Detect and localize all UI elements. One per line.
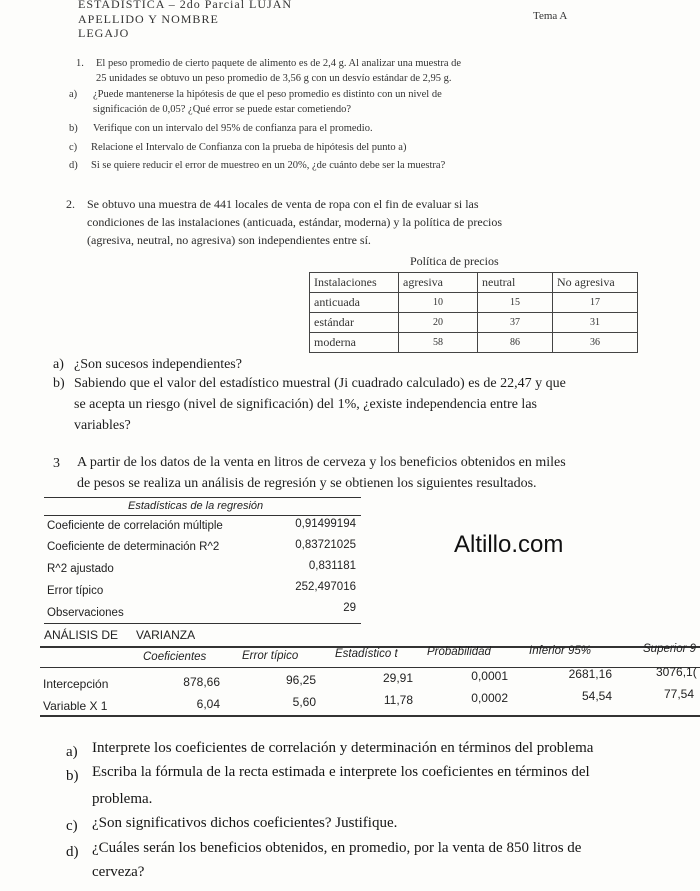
table-cell: 20 [399, 313, 478, 333]
table-cell: 17 [553, 293, 638, 313]
table-cell: 0,0001 [471, 669, 508, 683]
column-header: Coeficientes [143, 651, 207, 663]
column-header: Estadístico t [335, 648, 398, 660]
stat-label: Coeficiente de determinación R^2 [47, 541, 220, 553]
table-cell: 58 [399, 333, 478, 353]
table-row [310, 293, 638, 313]
table-cell: 36 [553, 333, 638, 353]
item-text: ¿Son significativos dichos coeficientes? Justifique. [92, 815, 398, 831]
table-cell: 11,78 [383, 693, 413, 707]
table-header-row [310, 273, 638, 293]
item-text: Verifique con un intervalo del 95% de confianza para el promedio. [93, 123, 373, 134]
item-marker: a) [69, 89, 78, 100]
table-cell: 3076,1( [656, 665, 697, 679]
divider [40, 715, 700, 717]
table-cell: 37 [478, 313, 553, 333]
item-text: ¿Puede mantenerse la hipótesis de que el peso promedio es distinto con un nivel de [93, 89, 442, 100]
stat-label: Error típico [47, 585, 104, 597]
problem-text: El peso promedio de cierto paquete de alimento es de 2,4 g. Al analizar una muestra de [96, 58, 462, 69]
table-cell: 878,66 [183, 675, 220, 689]
stat-value: 29 [343, 602, 356, 614]
stat-label: Observaciones [47, 607, 124, 619]
item-text: ¿Cuáles serán los beneficios obtenidos, en promedio, por la venta de 850 litros de [92, 840, 582, 856]
exam-header-title: ESTADISTICA – 2do Parcial LUJAN [78, 0, 293, 11]
table-cell: 2681,16 [568, 667, 612, 681]
stat-value: 0,83721025 [295, 539, 356, 551]
row-label: estándar [310, 313, 399, 333]
row-label: Variable X 1 [43, 699, 108, 713]
table-cell: 0,0002 [471, 691, 508, 705]
table-cell: 77,54 [664, 687, 695, 701]
item-marker: a) [66, 744, 78, 760]
column-header: Superior 9 [643, 643, 697, 655]
table-cell: 29,91 [382, 671, 413, 685]
table-row [310, 313, 638, 333]
item-marker: c) [66, 818, 78, 834]
table-header-cell: neutral [478, 273, 553, 293]
row-label: moderna [310, 333, 399, 353]
problem-text: (agresiva, neutral, no agresiva) son independientes entre sí. [87, 233, 371, 247]
item-text: cerveza? [92, 864, 145, 880]
problem-text: Se obtuvo una muestra de 441 locales de venta de ropa con el fin de evaluar si las [87, 197, 479, 211]
item-text: Escriba la fórmula de la recta estimada e interprete los coeficientes en términos del [92, 764, 590, 780]
item-marker: b) [69, 123, 78, 134]
item-text: ¿Son sucesos independientes? [74, 357, 242, 372]
item-text: Sabiendo que el valor del estadístico muestral (Ji cuadrado calculado) es de 22,47 y que [74, 376, 566, 391]
item-marker: d) [66, 844, 79, 860]
problem-text: 25 unidades se obtuvo un peso promedio de 3,56 g con un desvío estándar de 2,95 g. [96, 73, 452, 84]
item-text: variables? [74, 418, 131, 433]
watermark-text: Altillo.com [454, 531, 564, 558]
divider [44, 515, 361, 516]
row-label: anticuada [310, 293, 399, 313]
table-header-cell: Instalaciones [310, 273, 399, 293]
item-marker: a) [53, 357, 64, 372]
contingency-table [309, 272, 638, 353]
item-text: significación de 0,05? ¿Qué error se puede estar cometiendo? [93, 104, 352, 115]
problem-number: 1. [76, 58, 84, 69]
name-label: APELLIDO Y NOMBRE [78, 12, 219, 26]
table-cell: 5,60 [292, 695, 316, 709]
item-marker: b) [66, 768, 79, 784]
problem-number: 3 [53, 456, 60, 471]
table-cell: 10 [399, 293, 478, 313]
item-text: Interprete los coeficientes de correlación y determinación en términos del problema [92, 740, 594, 756]
column-header: Inferior 95% [529, 645, 592, 657]
stat-label: Coeficiente de correlación múltiple [47, 520, 223, 532]
stat-value: 252,497016 [295, 581, 356, 593]
column-header: Probabilidad [427, 646, 491, 658]
item-marker: c) [69, 142, 78, 153]
problem-text: A partir de los datos de la venta en litros de cerveza y los beneficios obtenidos en miles [77, 455, 566, 470]
problem-text: condiciones de las instalaciones (anticuada, estándar, moderna) y la política de precios [87, 215, 503, 229]
item-text: se acepta un riesgo (nivel de significación) del 1%, ¿existe independencia entre las [74, 397, 537, 412]
column-header: Error típico [242, 650, 299, 662]
stat-value: 0,831181 [308, 560, 356, 572]
item-text: problema. [92, 791, 153, 807]
table-header-cell: agresiva [399, 273, 478, 293]
table-cell: 31 [553, 313, 638, 333]
item-marker: b) [53, 376, 65, 391]
regression-stats-title: Estadísticas de la regresión [128, 500, 264, 512]
stat-value: 0,91499194 [295, 518, 356, 530]
divider [44, 623, 361, 624]
anova-label: ANÁLISIS DE [44, 628, 119, 642]
divider [44, 497, 361, 498]
table-header-cell: No agresiva [553, 273, 638, 293]
table-row [310, 333, 638, 353]
table-cell: 86 [478, 333, 553, 353]
item-text: Si se quiere reducir el error de muestreo en un 20%, ¿de cuánto debe ser la muestra? [91, 160, 446, 171]
legajo-label: LEGAJO [78, 26, 130, 40]
anova-label: VARIANZA [136, 628, 196, 642]
table-cell: 54,54 [581, 689, 612, 703]
item-text: Relacione el Intervalo de Confianza con la prueba de hipótesis del punto a) [91, 142, 407, 153]
table-cell: 96,25 [285, 673, 316, 687]
problem-number: 2. [66, 197, 75, 211]
stat-label: R^2 ajustado [47, 563, 114, 575]
tema-label: Tema A [533, 10, 568, 22]
table-cell: 6,04 [196, 697, 220, 711]
row-label: Intercepción [43, 677, 109, 691]
table-title: Política de precios [410, 254, 499, 268]
item-marker: d) [69, 160, 78, 171]
table-cell: 15 [478, 293, 553, 313]
problem-text: de pesos se realiza un análisis de regresión y se obtienen los siguientes resultados. [77, 476, 537, 491]
